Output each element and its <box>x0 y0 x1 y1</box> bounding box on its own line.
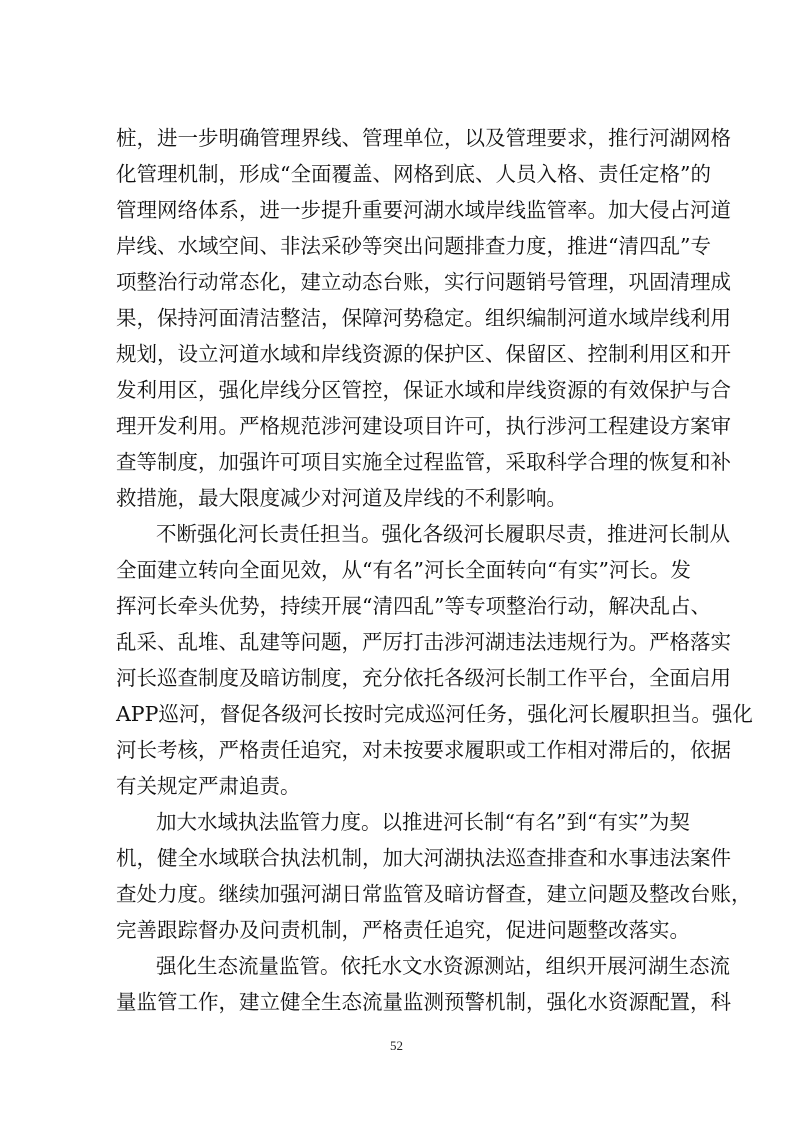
text-line: 救措施，最大限度减少对河道及岸线的不利影响。 <box>116 486 567 510</box>
text-line: 河长巡查制度及暗访制度，充分依托各级河长制工作平台，全面启用 <box>116 666 731 690</box>
text-line: 理开发利用。严格规范涉河建设项目许可，执行涉河工程建设方案审 <box>116 414 731 438</box>
text-line: 管理网络体系，进一步提升重要河湖水域岸线监管率。加大侵占河道 <box>116 198 731 222</box>
text-line: 桩，进一步明确管理界线、管理单位，以及管理要求，推行河湖网格 <box>116 126 731 150</box>
text-line: 规划，设立河道水域和岸线资源的保护区、保留区、控制利用区和开 <box>116 342 731 366</box>
paragraph-heading-line: 强化生态流量监管。依托水文水资源测站，组织开展河湖生态流 <box>156 954 730 978</box>
page-number: 52 <box>390 1038 403 1053</box>
text-line: 查处力度。继续加强河湖日常监管及暗访督查，建立问题及整改台账， <box>116 882 752 906</box>
text-line: 有关规定严肃追责。 <box>116 774 301 798</box>
text-line: 河长考核，严格责任追究，对未按要求履职或工作相对滞后的，依据 <box>116 738 731 762</box>
text-line: 完善跟踪督办及问责机制，严格责任追究，促进问题整改落实。 <box>116 918 690 942</box>
text-line: 全面建立转向全面见效，从“有名”河长全面转向“有实”河长。发 <box>116 558 691 582</box>
text-line: 查等制度，加强许可项目实施全过程监管，采取科学合理的恢复和补 <box>116 450 731 474</box>
paragraph-heading-line: 不断强化河长责任担当。强化各级河长履职尽责，推进河长制从 <box>156 522 730 546</box>
text-line: 果，保持河面清洁整洁，保障河势稳定。组织编制河道水域岸线利用 <box>116 306 731 330</box>
text-line: 项整治行动常态化，建立动态台账，实行问题销号管理，巩固清理成 <box>116 270 731 294</box>
paragraph-heading-line: 加大水域执法监管力度。以推进河长制“有名”到“有实”为契 <box>156 810 690 834</box>
text-line: APP巡河，督促各级河长按时完成巡河任务，强化河长履职担当。强化 <box>116 702 753 726</box>
text-line: 化管理机制，形成“全面覆盖、网格到底、人员入格、责任定格”的 <box>116 162 711 186</box>
text-line: 发利用区，强化岸线分区管控，保证水域和岸线资源的有效保护与合 <box>116 378 731 402</box>
text-line: 挥河长牵头优势，持续开展“清四乱”等专项整治行动，解决乱占、 <box>116 594 711 618</box>
text-line: 岸线、水域空间、非法采砂等突出问题排查力度，推进“清四乱”专 <box>116 234 711 258</box>
text-line: 机，健全水域联合执法机制，加大河湖执法巡查排查和水事违法案件 <box>116 846 731 870</box>
text-line: 乱采、乱堆、乱建等问题，严厉打击涉河湖违法违规行为。严格落实 <box>116 630 731 654</box>
text-line: 量监管工作，建立健全生态流量监测预警机制，强化水资源配置，科 <box>116 990 731 1014</box>
